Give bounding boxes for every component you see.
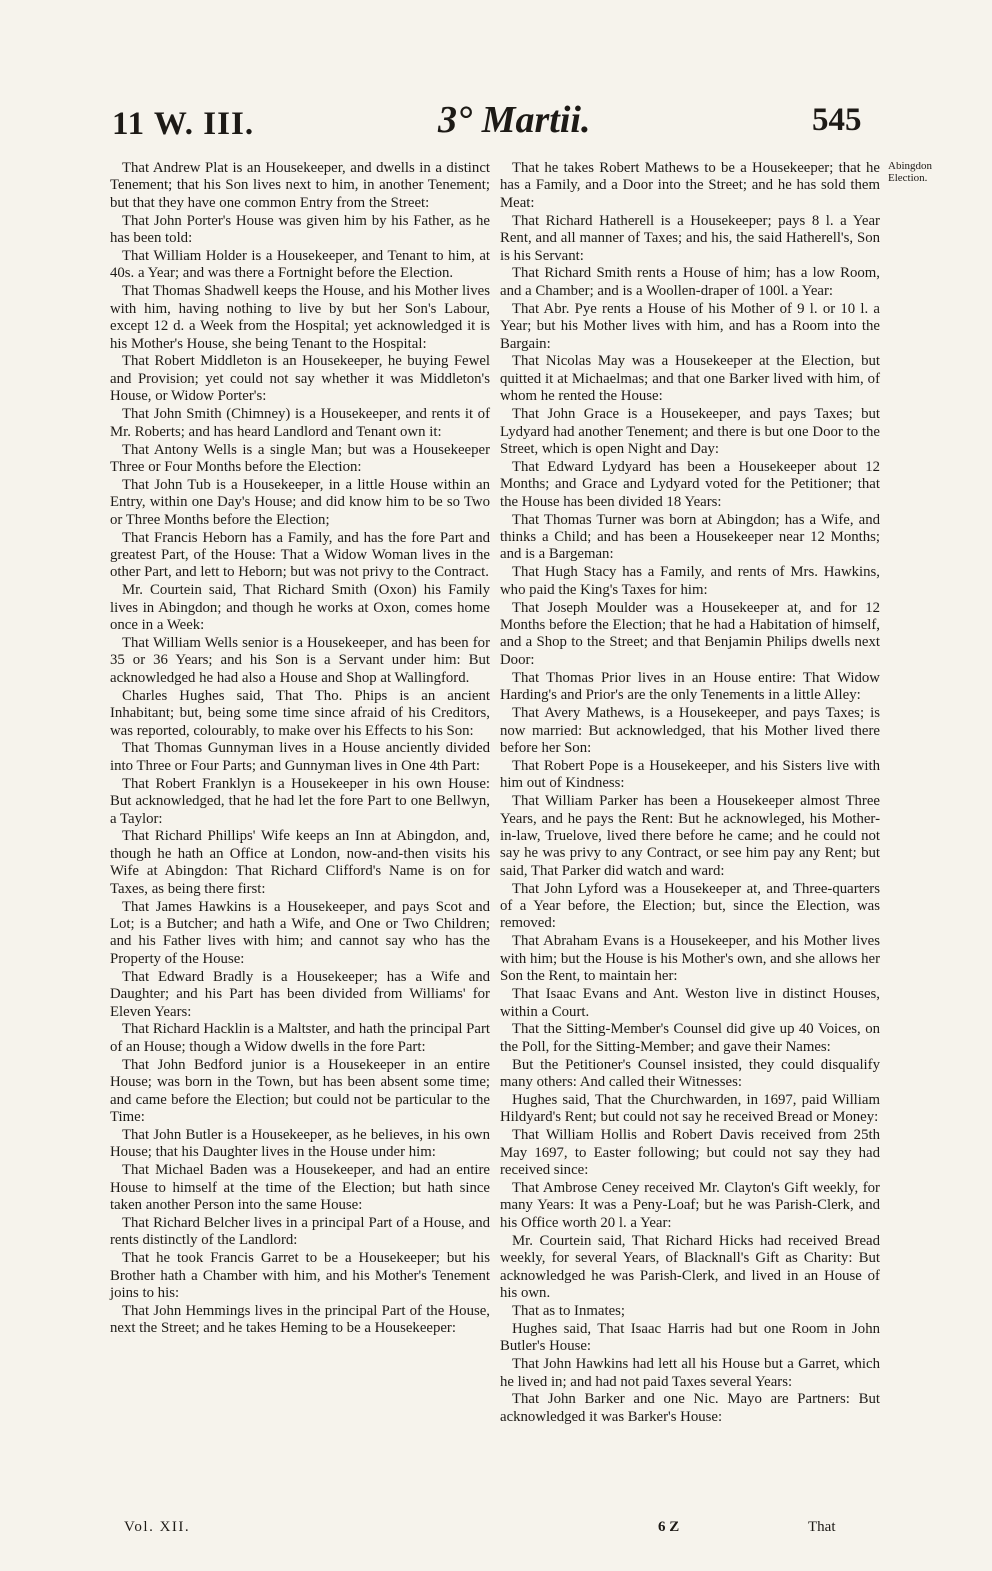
paragraph: Charles Hughes said, That Tho. Phips is an ancient Inhabitant; but, being some time since afraid of his Creditors, was reported, colourably, to make over his Effects to his Son: bbox=[110, 687, 490, 739]
paragraph: That William Holder is a Housekeeper, and Tenant to him, at 40s. a Year; and was there a Fortnight before the Election. bbox=[110, 248, 490, 282]
regnal-year: 11 W. III. bbox=[112, 106, 255, 142]
paragraph: That Isaac Evans and Ant. Weston live in distinct Houses, within a Court. bbox=[500, 986, 880, 1020]
paragraph: That William Wells senior is a Housekeeper, and has been for 35 or 36 Years; and his Son is a Servant under him: But acknowledged he had also a House and Shop at Wallingford. bbox=[110, 634, 490, 686]
paragraph: That Richard Phillips' Wife keeps an Inn at Abingdon, and, though he hath an Office at London, now-and-then visits his Wife at Abingdon: That Richard Clifford's Name is on for Taxes, as being there first: bbox=[110, 828, 490, 897]
paragraph: That John Barker and one Nic. Mayo are Partners: But acknowledged it was Barker's House: bbox=[500, 1391, 880, 1425]
right-column bbox=[500, 160, 880, 1427]
left-column bbox=[110, 160, 490, 1338]
paragraph: That as to Inmates; bbox=[512, 1302, 625, 1319]
page-number: 545 bbox=[812, 102, 862, 138]
paragraph: That he takes Robert Mathews to be a Housekeeper; that he has a Family, and a Door into the Street; and he has sold them Meat: bbox=[500, 160, 880, 211]
paragraph: That Avery Mathews, is a Housekeeper, and pays Taxes; is now married: But acknowledged, that his Mother lived there before her Son: bbox=[500, 705, 880, 756]
paragraph: That John Grace is a Housekeeper, and pays Taxes; but Lydyard had another Tenement; and there is but one Door to the Street, which is open Night and Day: bbox=[500, 406, 880, 457]
paragraph: That the Sitting-Member's Counsel did give up 40 Voices, on the Poll, for the Sitting-Member; and gave their Names: bbox=[500, 1021, 880, 1055]
paragraph: That Robert Pope is a Housekeeper, and his Sisters live with him out of Kindness: bbox=[500, 757, 880, 792]
margin-note: Abingdon Election. bbox=[888, 160, 932, 184]
paragraph: That Abr. Pye rents a House of his Mother of 9 l. or 10 l. a Year; but his Mother lives with him, and has a Room into the Bargain: bbox=[500, 300, 880, 352]
paragraph: That John Smith (Chimney) is a Housekeeper, and rents it of Mr. Roberts; and has heard Landlord and Tenant own it: bbox=[110, 406, 490, 440]
paragraph: That James Hawkins is a Housekeeper, and pays Scot and Lot; is a Butcher; and hath a Wife, and One or Two Children; and his Father lives with him; and cannot say who has the Property of the House: bbox=[110, 898, 490, 967]
paragraph: That Robert Franklyn is a Housekeeper in his own House: But acknowledged, that he had let the fore Part to one Bellwyn, a Taylor: bbox=[110, 775, 490, 827]
paragraph: That Andrew Plat is an Housekeeper, and dwells in a distinct Tenement; that his Son lives next to him, in another Tenement; but that they have one common Entry from the Street: bbox=[110, 160, 490, 211]
paragraph: That Robert Middleton is an Housekeeper, he buying Fewel and Provision; yet could not say whether it was Middleton's House, or Widow Porter's: bbox=[110, 353, 490, 405]
paragraph: But the Petitioner's Counsel insisted, they could disqualify many others: And called their Witnesses: bbox=[500, 1056, 880, 1091]
paragraph: That John Bedford junior is a Housekeeper in an entire House; was born in the Town, but has been absent some time; and came before the Election; but could not be particular to the Time: bbox=[110, 1056, 490, 1125]
paragraph: That Ambrose Ceney received Mr. Clayton's Gift weekly, for many Years: It was a Peny-Loaf; but he was Parish-Clerk, and his Office worth 20 l. a Year: bbox=[500, 1180, 880, 1231]
paragraph: That Antony Wells is a single Man; but was a Housekeeper Three or Four Months before the Election: bbox=[110, 441, 490, 475]
paragraph: That John Tub is a Housekeeper, in a little House within an Entry, within one Day's House; and did know him to be so Two or Three Months before the Election; bbox=[110, 476, 490, 528]
volume-label: Vol. XII. bbox=[124, 1519, 191, 1535]
paragraph: That Abraham Evans is a Housekeeper, and his Mother lives with him; but the House is his Mother's own, and she allows her Son the Rent, to maintain her: bbox=[500, 933, 880, 985]
paragraph: That Richard Belcher lives in a principal Part of a House, and rents distinctly of the Landlord: bbox=[110, 1214, 490, 1249]
paragraph: That Hugh Stacy has a Family, and rents of Mrs. Hawkins, who paid the King's Taxes for him: bbox=[500, 564, 880, 598]
catchword: That bbox=[808, 1519, 836, 1535]
paragraph: That Michael Baden was a Housekeeper, and had an entire House to himself at the time of the Election; but hath since taken another Person into the same House: bbox=[110, 1162, 490, 1213]
paragraph: That Thomas Gunnyman lives in a House anciently divided into Three or Four Parts; and Gunnyman lives in One 4th Part: bbox=[110, 740, 490, 774]
paragraph: That he took Francis Garret to be a Housekeeper; but his Brother hath a Chamber with him, and his Mother's Tenement joins to his: bbox=[110, 1250, 490, 1301]
paragraph: Mr. Courtein said, That Richard Hicks had received Bread weekly, for several Years, of Blacknall's Gift as Charity: But acknowledged he was Parish-Clerk, and lived in an House of his own. bbox=[500, 1232, 880, 1301]
paragraph: That John Hawkins had lett all his House but a Garret, which he lived in; and had not paid Taxes several Years: bbox=[500, 1356, 880, 1390]
paragraph: That Nicolas May was a Housekeeper at the Election, but quitted it at Michaelmas; and that one Barker lived with him, of whom he rented the House: bbox=[500, 353, 880, 405]
paragraph: That John Hemmings lives in the principal Part of the House, next the Street; and he takes Heming to be a Housekeeper: bbox=[110, 1302, 490, 1337]
signature-mark: 6 Z bbox=[658, 1519, 680, 1535]
paragraph: That John Lyford was a Housekeeper at, and Three-quarters of a Year before, the Election; but, since the Election, was removed: bbox=[500, 880, 880, 932]
paragraph: That Richard Hacklin is a Maltster, and hath the principal Part of an House; though a Widow dwells in the fore Part: bbox=[110, 1021, 490, 1055]
paragraph: Hughes said, That Isaac Harris had but one Room in John Butler's House: bbox=[500, 1320, 880, 1355]
paragraph: That John Porter's House was given him by his Father, as he has been told: bbox=[110, 212, 490, 247]
paragraph: That Richard Smith rents a House of him; has a low Room, and a Chamber; and is a Woollen-draper of 100l. a Year: bbox=[500, 265, 880, 299]
paragraph: That Thomas Shadwell keeps the House, and his Mother lives with him, having nothing to live by but her Son's Labour, except 12 d. a Week from the Hospital; yet acknowledged it is his Mother's House, she being Tenant to the Hospital: bbox=[110, 283, 490, 352]
paragraph: That Joseph Moulder was a Housekeeper at, and for 12 Months before the Election; that he had a Habitation of himself, and a Shop to the Street; and that Benjamin Philips dwells next Door: bbox=[500, 599, 880, 668]
paragraph: That Edward Lydyard has been a Housekeeper about 12 Months; and Grace and Lydyard voted for the Petitioner; that the House has been divided 18 Years: bbox=[500, 458, 880, 510]
paragraph: That Thomas Turner was born at Abingdon; has a Wife, and thinks a Child; and has been a Housekeeper near 12 Months; and is a Bargeman: bbox=[500, 511, 880, 563]
paragraph: That William Parker has been a Housekeeper almost Three Years, and he pays the Rent: But he acknowleged, his Mother-in-law, Truelove, lived there before he came; and he could not say he was privy to any Contract, or see him pay any Rent; but said, That Parker did watch and ward: bbox=[500, 793, 880, 879]
paragraph: Hughes said, That the Churchwarden, in 1697, paid William Hildyard's Rent; but could not say he received Bread or Money: bbox=[500, 1092, 880, 1126]
paragraph: That Edward Bradly is a Housekeeper; has a Wife and Daughter; and his Part has been divided from Williams' for Eleven Years: bbox=[110, 968, 490, 1020]
paragraph: Mr. Courtein said, That Richard Smith (Oxon) his Family lives in Abingdon; and though he works at Oxon, comes home once in a Week: bbox=[110, 582, 490, 634]
paragraph: That John Butler is a Housekeeper, as he believes, in his own House; that his Daughter lives in the House under him: bbox=[110, 1126, 490, 1161]
page-header bbox=[0, 94, 992, 154]
paragraph: That William Hollis and Robert Davis received from 25th May 1697, to Easter following; but could not say they had received since: bbox=[500, 1127, 880, 1179]
date-heading: 3° Martii. bbox=[438, 99, 591, 141]
paragraph: That Francis Heborn has a Family, and has the fore Part and greatest Part, of the House: That a Widow Woman lives in the other Part, and lett to Heborn; but was not privy to the Contract. bbox=[110, 529, 490, 581]
paragraph: That Richard Hatherell is a Housekeeper; pays 8 l. a Year Rent, and all manner of Taxes; and his, the said Hatherell's, Son is his Servant: bbox=[500, 212, 880, 264]
paragraph: That Thomas Prior lives in an House entire: That Widow Harding's and Prior's are the only Tenements in a little Alley: bbox=[500, 669, 880, 704]
